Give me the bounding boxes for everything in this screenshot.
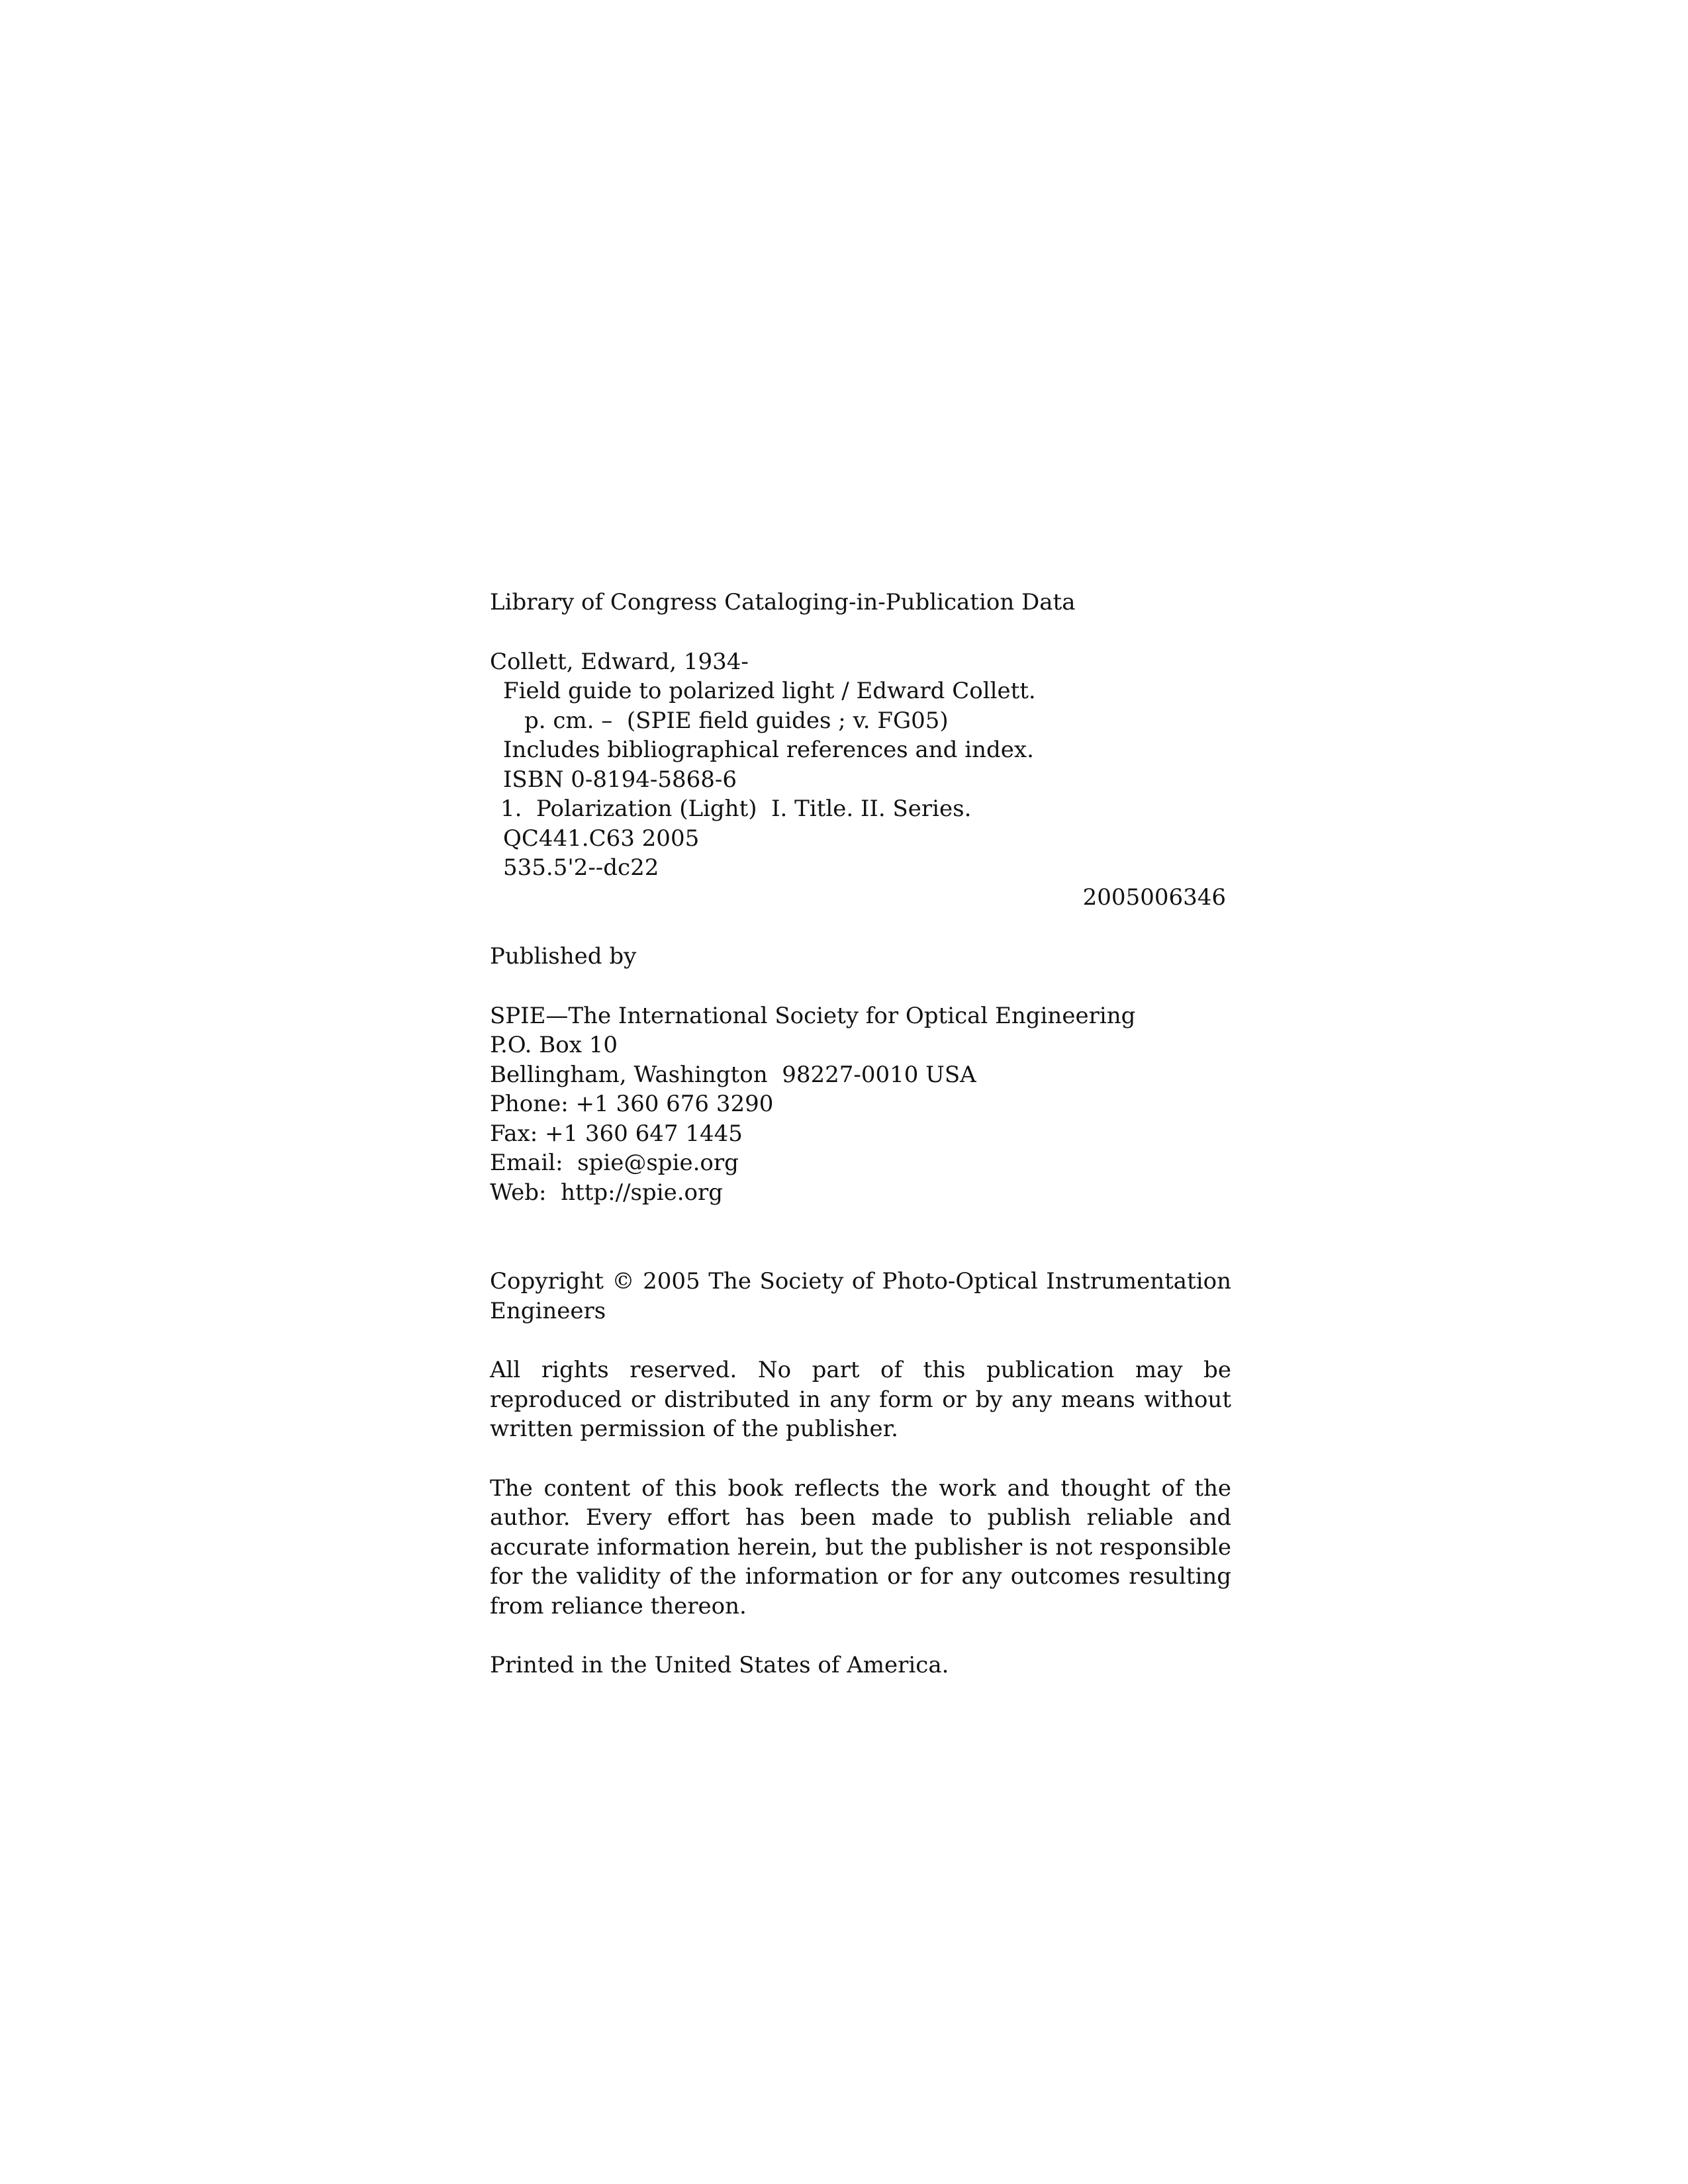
spacer [490,1207,1231,1267]
publisher-city: Bellingham, Washington 98227-0010 USA [490,1061,976,1088]
spacer [490,972,1231,1001]
copyright-page [490,588,1231,1680]
cip-header: Library of Congress Cataloging-in-Publication Data [490,589,1076,615]
disclaimer-statement: The content of this book reflects the work and thought of the author. Every effort has been made to publish reliable and accurate information herein, but the publisher is not responsible for the validity of the information or for any outcomes resulting from reliance thereon. [490,1475,1231,1619]
cip-lccn: 2005006346 [1082,884,1226,911]
publisher-phone: Phone: +1 360 676 3290 [490,1091,774,1117]
cip-isbn: ISBN 0-8194-5868-6 [503,766,737,793]
cip-notes: Includes bibliographical references and index. [503,737,1034,763]
cip-title: Field guide to polarized light / Edward Collett. [503,678,1036,704]
publisher-web: Web: http://spie.org [490,1179,723,1206]
spacer [490,617,1231,647]
rights-statement: All rights reserved. No part of this publication may be reproduced or distributed in any form or by any means without written permission of the publisher. [490,1357,1231,1442]
cip-author: Collett, Edward, 1934- [490,648,749,675]
cip-series: p. cm. – (SPIE field guides ; v. FG05) [524,707,949,734]
cip-block [490,588,1231,912]
spacer [490,1326,1231,1355]
cip-subjects: 1. Polarization (Light) I. Title. II. Series. [500,796,972,822]
spacer [490,1444,1231,1474]
spacer [490,1621,1231,1651]
printed-in: Printed in the United States of America. [490,1652,949,1678]
copyright-notice: Copyright © 2005 The Society of Photo-Optical Instrumentation Engineers [490,1268,1231,1324]
publisher-email: Email: spie@spie.org [490,1150,739,1176]
spacer [490,912,1231,942]
publisher-block [490,1001,1231,1208]
publisher-name: SPIE—The International Society for Optical Engineering [490,1002,1136,1029]
cip-dewey: 535.5'2--dc22 [503,854,659,881]
cip-lc-class: QC441.C63 2005 [503,825,700,852]
publisher-fax: Fax: +1 360 647 1445 [490,1120,743,1147]
publisher-po-box: P.O. Box 10 [490,1032,618,1058]
published-by-label: Published by [490,943,637,970]
